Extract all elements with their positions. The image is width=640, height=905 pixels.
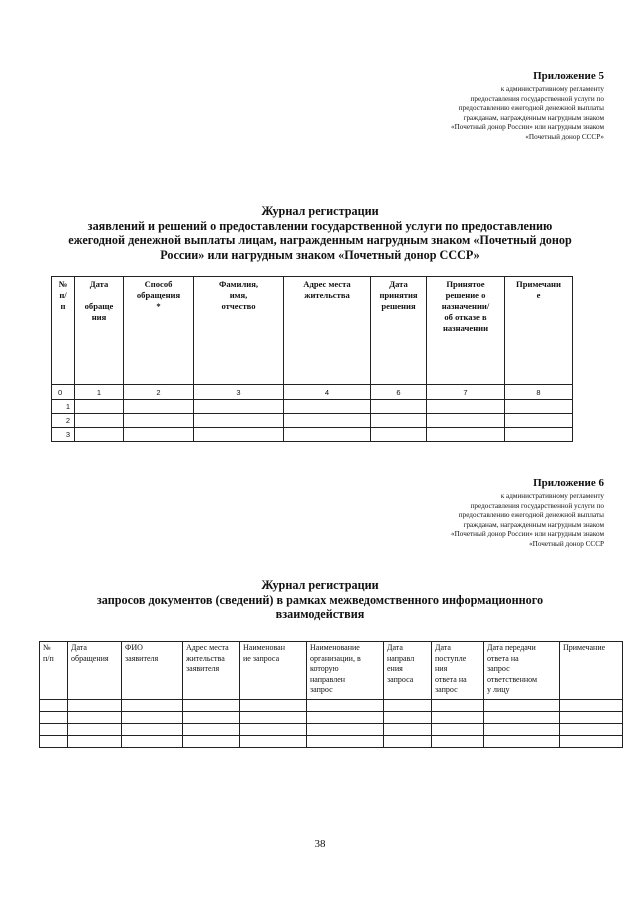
column-header: Способ обращения *: [124, 277, 194, 385]
journal-1-table: [51, 276, 573, 442]
table-cell: [183, 736, 240, 748]
table-cell: [240, 736, 307, 748]
column-number: 2: [124, 385, 194, 400]
appendix-line: предоставлению ежегодной денежной выплаты: [458, 104, 604, 113]
table-cell: [427, 400, 505, 414]
table-cell: [240, 700, 307, 712]
table-cell: [427, 428, 505, 442]
column-header: № п/п: [40, 642, 68, 700]
column-header: Дата принятия решения: [371, 277, 427, 385]
column-number: 8: [505, 385, 573, 400]
table-row: [52, 428, 573, 442]
table-cell: [484, 724, 560, 736]
appendix-line: предоставления государственной услуги по: [470, 94, 604, 103]
table-cell: [371, 428, 427, 442]
table-cell: [384, 700, 432, 712]
journal-title-line: заявлений и решений о предоставлении государственной услуги по предоставлению: [87, 218, 553, 233]
table-cell: [124, 428, 194, 442]
table-cell: [284, 414, 371, 428]
table-cell: [40, 712, 68, 724]
appendix-line: к административному регламенту: [500, 85, 604, 93]
appendix-5-subtitle: [451, 85, 604, 143]
table-cell: [384, 712, 432, 724]
journal-title-line: ежегодной денежной выплаты лицам, награжденным нагрудным знаком «Почетный донор: [68, 233, 572, 247]
journal-title-line: взаимодействия: [275, 607, 365, 621]
table-cell: [384, 724, 432, 736]
column-header: Наименован ие запроса: [240, 642, 307, 700]
column-header: Адрес места жительства: [284, 277, 371, 385]
table-cell: [68, 700, 122, 712]
table-cell: [122, 736, 183, 748]
column-number: 3: [194, 385, 284, 400]
table-cell: [560, 712, 623, 724]
table-cell: [68, 712, 122, 724]
table-cell: [432, 712, 484, 724]
journal-1-title: [0, 204, 640, 262]
table-cell: [484, 736, 560, 748]
table-row: [40, 724, 623, 736]
appendix-line: «Почетный донор СССР: [529, 539, 604, 548]
appendix-line: к административному регламенту: [500, 492, 604, 500]
appendix-5-title: Приложение 5: [533, 70, 604, 82]
table-header-row: [52, 277, 573, 385]
row-number: 3: [52, 428, 75, 442]
column-number: 7: [427, 385, 505, 400]
appendix-line: гражданам, награжденным нагрудным знаком: [463, 520, 604, 529]
table-cell: [432, 736, 484, 748]
table-cell: [75, 400, 124, 414]
table-cell: [40, 724, 68, 736]
table-cell: [284, 428, 371, 442]
table-cell: [484, 712, 560, 724]
table-row: [40, 712, 623, 724]
table-cell: [183, 712, 240, 724]
column-header: Дата обращения: [68, 642, 122, 700]
journal-title-line: Журнал регистрации: [261, 204, 379, 218]
table-cell: [427, 414, 505, 428]
column-header: Дата передачи ответа на запрос ответственном у лицу: [484, 642, 560, 700]
appendix-line: «Почетный донор России» или нагрудным знаком: [451, 123, 604, 132]
table-cell: [75, 414, 124, 428]
table-cell: [240, 724, 307, 736]
table-cell: [68, 724, 122, 736]
table-cell: [183, 724, 240, 736]
table-row: [52, 414, 573, 428]
table-cell: [68, 736, 122, 748]
table-cell: [122, 724, 183, 736]
column-header: Фамилия, имя, отчество: [194, 277, 284, 385]
column-header: Адрес места жительства заявителя: [183, 642, 240, 700]
column-header: № п/ п: [52, 277, 75, 385]
table-cell: [240, 712, 307, 724]
table-cell: [371, 414, 427, 428]
row-number: 2: [52, 414, 75, 428]
table-cell: [371, 400, 427, 414]
table-cell: [122, 700, 183, 712]
table-cell: [384, 736, 432, 748]
table-row: [40, 736, 623, 748]
table-cell: [183, 700, 240, 712]
appendix-line: «Почетный донор России» или нагрудным знаком: [451, 530, 604, 539]
column-number-row: [52, 385, 573, 400]
column-header: Примечание: [560, 642, 623, 700]
table-cell: [484, 700, 560, 712]
column-number: 4: [284, 385, 371, 400]
column-header: Примечани е: [505, 277, 573, 385]
table-cell: [40, 736, 68, 748]
appendix-line: гражданам, награжденным нагрудным знаком: [463, 113, 604, 122]
table-cell: [194, 400, 284, 414]
appendix-6-title: Приложение 6: [533, 477, 604, 489]
table-cell: [307, 724, 384, 736]
column-header: Дата поступле ния ответа на запрос: [432, 642, 484, 700]
table-cell: [194, 428, 284, 442]
table-cell: [124, 400, 194, 414]
column-number: 0: [52, 385, 75, 400]
table-cell: [560, 700, 623, 712]
table-cell: [505, 428, 573, 442]
journal-title-line: России» или нагрудным знаком «Почетный донор СССР»: [160, 247, 480, 262]
column-header: ФИО заявителя: [122, 642, 183, 700]
appendix-6-subtitle: [451, 492, 604, 550]
table-cell: [505, 400, 573, 414]
table-cell: [40, 700, 68, 712]
table-row: [40, 700, 623, 712]
table-cell: [75, 428, 124, 442]
table-cell: [124, 414, 194, 428]
table-cell: [122, 712, 183, 724]
column-number: 1: [75, 385, 124, 400]
appendix-line: «Почетный донор СССР»: [525, 132, 604, 141]
table-cell: [194, 414, 284, 428]
table-cell: [307, 700, 384, 712]
column-header: Принятое решение о назначении/ об отказе в назначении: [427, 277, 505, 385]
row-number: 1: [52, 400, 75, 414]
table-cell: [432, 700, 484, 712]
column-header: Дата направл ения запроса: [384, 642, 432, 700]
table-cell: [505, 414, 573, 428]
table-cell: [307, 736, 384, 748]
table-cell: [307, 712, 384, 724]
journal-2-table: [39, 641, 623, 748]
table-cell: [432, 724, 484, 736]
appendix-line: предоставления государственной услуги по: [470, 501, 604, 510]
table-cell: [560, 724, 623, 736]
journal-title-line: Журнал регистрации: [261, 578, 379, 592]
appendix-line: предоставлению ежегодной денежной выплаты: [458, 511, 604, 520]
column-header: Дата обраще ния: [75, 277, 124, 385]
table-header-row: [40, 642, 623, 700]
column-number: 6: [371, 385, 427, 400]
page-number: 38: [314, 838, 326, 850]
journal-2-title: [0, 578, 640, 622]
journal-title-line: запросов документов (сведений) в рамках межведомственного информационного: [96, 592, 544, 607]
table-cell: [284, 400, 371, 414]
table-row: [52, 400, 573, 414]
column-header: Наименование организации, в которую направлен запрос: [307, 642, 384, 700]
table-cell: [560, 736, 623, 748]
